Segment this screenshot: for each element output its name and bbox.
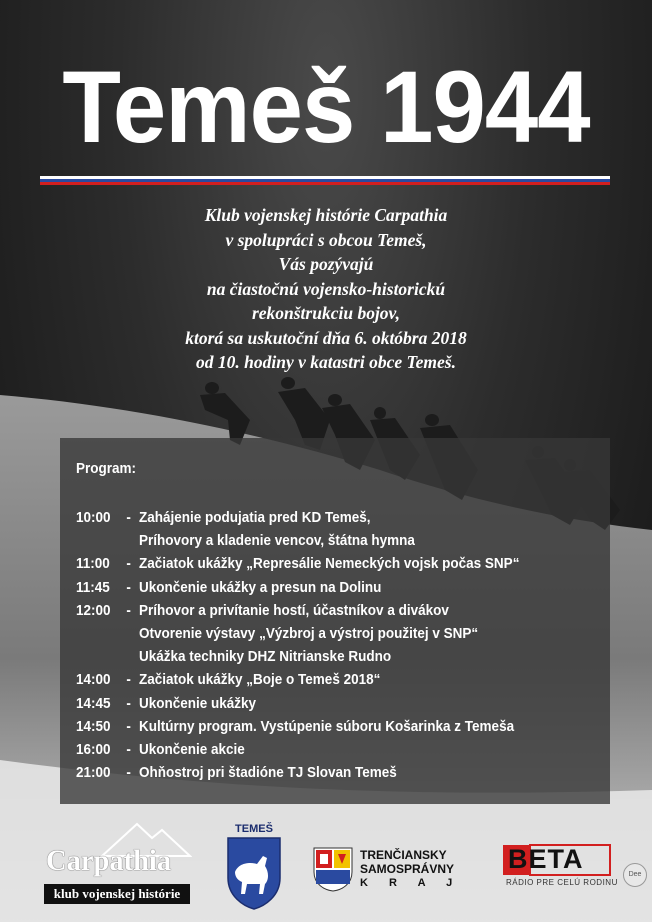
program-dash: - (126, 671, 131, 689)
program-text: Ohňostroj pri štadióne TJ Slovan Temeš (139, 764, 397, 782)
intro-line: Klub vojenskej histórie Carpathia (204, 205, 448, 225)
intro-line: rekonštrukciu bojov, (251, 303, 401, 323)
temes-label: TEMEŠ (235, 823, 273, 835)
program-dash: - (126, 717, 131, 735)
program-time: 14:00 (76, 671, 111, 689)
intro-line: na čiastočnú vojensko-historickú (206, 278, 446, 299)
program-text: Zahájenie podujatia pred KD Temeš, (139, 509, 371, 526)
intro-line: od 10. hodiny v katastri obce Temeš. (196, 352, 456, 372)
intro-line: v spolupráci s obcou Temeš, (225, 229, 427, 250)
watermark-badge: Dee (623, 863, 647, 887)
program-time: 14:45 (76, 694, 111, 712)
program-item (76, 761, 580, 784)
horse-coat-of-arms-icon (225, 836, 283, 910)
program-time: 21:00 (76, 764, 111, 782)
program-time: 11:45 (76, 578, 110, 596)
temes-logo (225, 822, 283, 912)
program-item (76, 599, 580, 669)
program-text: Ukončenie ukážky (139, 694, 257, 712)
program-dash: - (126, 578, 131, 596)
carpathia-name: Carpathia (46, 844, 172, 877)
program-item (76, 506, 580, 552)
program-item (76, 715, 580, 738)
trenciansky-kraj-logo (312, 846, 477, 896)
program-item (76, 668, 580, 691)
program-time: 12:00 (76, 601, 111, 619)
program-dash: - (126, 694, 131, 712)
flag-stripe-red (40, 182, 610, 185)
program-text: Ukončenie akcie (139, 741, 245, 759)
program-text: Príhovor a privítanie hostí, účastníkov a divákov (139, 601, 449, 619)
carpathia-subtitle: klub vojenskej histórie (44, 884, 190, 904)
program-text: Ukončenie ukážky a presun na Dolinu (139, 578, 382, 596)
kraj-text (360, 848, 461, 890)
kraj-line: K R A J (360, 877, 462, 889)
sponsor-logos (0, 808, 652, 922)
radio-beta-logo (502, 842, 618, 898)
program-time: 16:00 (76, 741, 111, 759)
program-text: Príhovory a kladenie vencov, štátna hymna (139, 532, 415, 550)
carpathia-logo (42, 820, 192, 904)
program-time: 10:00 (76, 509, 111, 526)
program-dash: - (126, 764, 131, 782)
program-dash: - (126, 509, 131, 526)
program-text: Kultúrny program. Vystúpenie súboru Košarinka z Temeša (139, 717, 515, 735)
program-text: Začiatok ukážky „Boje o Temeš 2018“ (139, 671, 381, 689)
regional-coat-of-arms-icon (312, 846, 354, 892)
program-dash: - (126, 741, 131, 759)
program-item (76, 552, 580, 575)
beta-subtitle: RÁDIO PRE CELÚ RODINU (506, 878, 618, 887)
program-text: Ukážka techniky DHZ Nitrianske Rudno (139, 648, 392, 666)
program-time: 11:00 (76, 555, 110, 573)
intro-line: Vás pozývajú (278, 254, 374, 274)
program-text: Začiatok ukážky „Represálie Nemeckých vojsk počas SNP“ (139, 555, 520, 573)
program-dash: - (126, 555, 131, 573)
kraj-line: SAMOSPRÁVNY (360, 862, 455, 876)
program-item (76, 576, 580, 599)
poster-title: Temeš 1944 (62, 50, 590, 164)
program-heading: Program: (76, 460, 137, 477)
beta-name: BETA (508, 844, 584, 874)
program-dash: - (126, 601, 131, 619)
program-text: Otvorenie výstavy „Výzbroj a výstroj použitej v SNP“ (139, 625, 479, 643)
program-item (76, 692, 580, 715)
intro-line: ktorá sa uskutoční dňa 6. októbra 2018 (185, 327, 467, 348)
kraj-line: TRENČIANSKY (360, 848, 447, 862)
invitation-text (90, 203, 562, 375)
program-list (76, 506, 636, 784)
program-item (76, 738, 580, 761)
program-time: 14:50 (76, 717, 111, 735)
